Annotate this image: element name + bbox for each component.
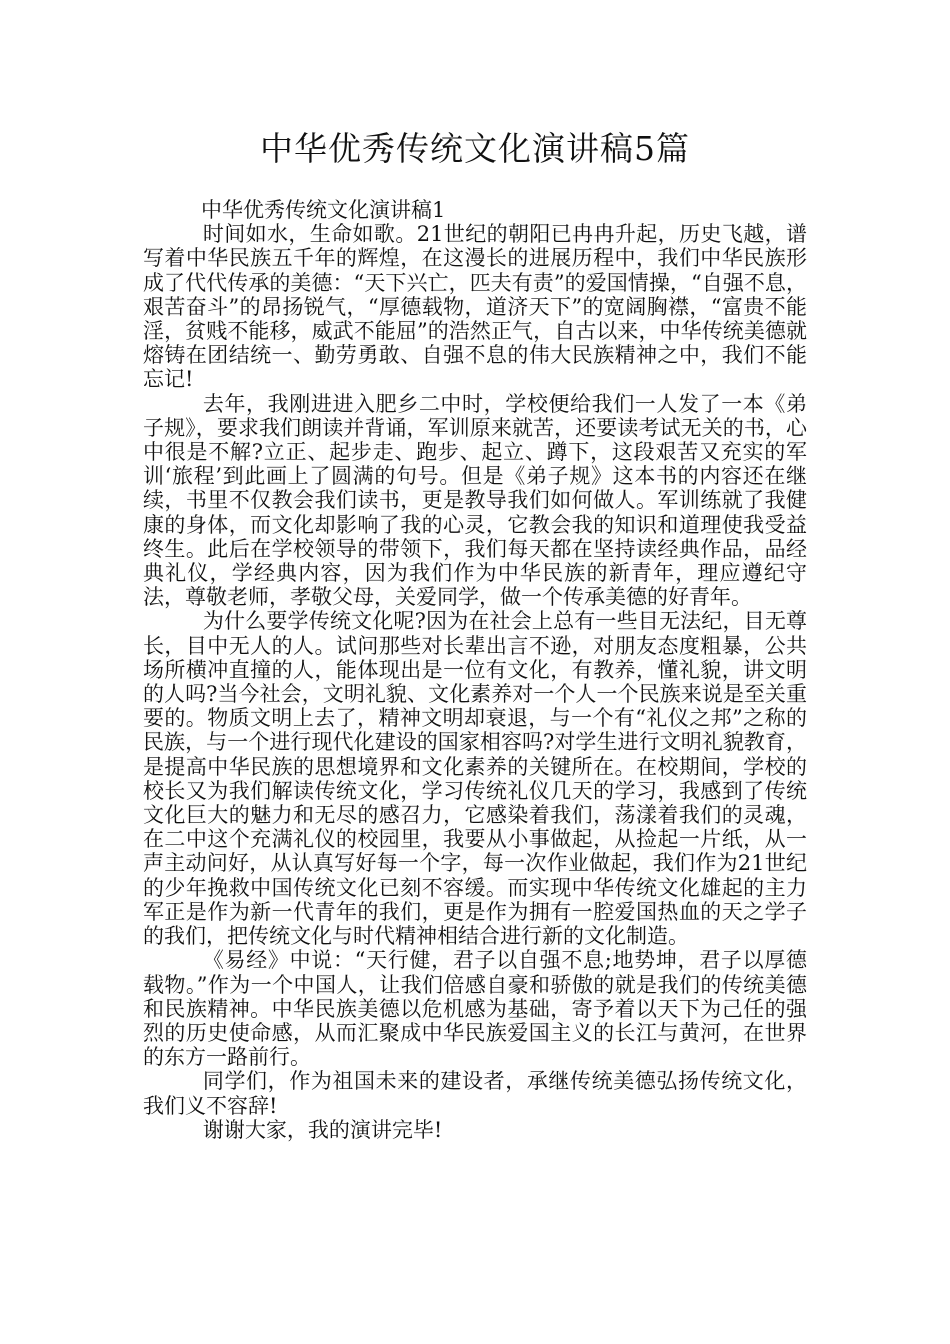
- section-heading: 中华优秀传统文化演讲稿1: [201, 198, 446, 222]
- paragraph: 去年，我刚进进入肥乡二中时，学校便给我们一人发了一本《弟子规》，要求我们朗读并背诵，军训原来就苦，还要读考试无关的书，心中很是不解?立正、起步走、跑步、起立、蹲下，这段艰苦又充实的军训‘旅程’到此画上了圆满的句号。但是《弟子规》这本书的内容还在继续，书里不仅教会我们读书，更是教导我们如何做人。军训练就了我健康的身体，而文化却影响了我的心灵，它教会我的知识和道理使我受益终生。此后在学校领导的带领下，我们每天都在坚持读经典作品，品经典礼仪，学经典内容，因为我们作为中华民族的新青年，理应遵纪守法，尊敬老师，孝敬父母，关爱同学，做一个传承美德的好青年。: [143, 391, 807, 610]
- paragraph: 时间如水，生命如歌。21世纪的朝阳已冉冉升起，历史飞越，谱写着中华民族五千年的辉煌，在这漫长的进展历程中，我们中华民族形成了代代传承的美德：“天下兴亡，匹夫有责”的爱国情操，“自强不息，艰苦奋斗”的昂扬锐气，“厚德载物，道济天下”的宽阔胸襟，“富贵不能淫，贫贱不能移，威武不能屈”的浩然正气，自古以来，中华传统美德就熔铸在团结统一、勤劳勇敢、自强不息的伟大民族精神之中，我们不能忘记!: [143, 222, 807, 392]
- paragraph: 同学们，作为祖国未来的建设者，承继传统美德弘扬传统文化，我们义不容辞!: [143, 1069, 807, 1118]
- document-title: 中华优秀传统文化演讲稿5篇: [260, 129, 690, 168]
- paragraph: 为什么要学传统文化呢?因为在社会上总有一些目无法纪，目无尊长，目中无人的人。试问那些对长辈出言不逊，对朋友态度粗暴，公共场所横冲直撞的人，能体现出是一位有文化，有教养，懂礼貌，讲文明的人吗?当今社会，文明礼貌、文化素养对一个人一个民族来说是至关重要的。物质文明上去了，精神文明却衰退，与一个有“礼仪之邦”之称的民族，与一个进行现代化建设的国家相容吗?对学生进行文明礼貌教育，是提高中华民族的思想境界和文化素养的关键所在。在校期间，学校的校长又为我们解读传统文化，学习传统礼仪几天的学习，我感到了传统文化巨大的魅力和无尽的感召力，它感染着我们，荡漾着我们的灵魂，在二中这个充满礼仪的校园里，我要从小事做起，从捡起一片纸，从一声主动问好，从认真写好每一个字，每一次作业做起，我们作为21世纪的少年挽救中国传统文化已刻不容缓。而实现中华传统文化雄起的主力军正是作为新一代青年的我们，更是作为拥有一腔爱国热血的天之学子的我们，把传统文化与时代精神相结合进行新的文化制造。: [143, 609, 807, 949]
- paragraph: 谢谢大家，我的演讲完毕!: [202, 1117, 443, 1142]
- document-body: [143, 198, 807, 1142]
- paragraph: 《易经》中说：“天行健，君子以自强不息;地势坤，君子以厚德载物。”作为一个中国人，让我们倍感自豪和骄傲的就是我们的传统美德和民族精神。中华民族美德以危机感为基础，寄予着以天下为己任的强烈的历史使命感，从而汇聚成中华民族爱国主义的长江与黄河，在世界的东方一路前行。: [143, 948, 807, 1070]
